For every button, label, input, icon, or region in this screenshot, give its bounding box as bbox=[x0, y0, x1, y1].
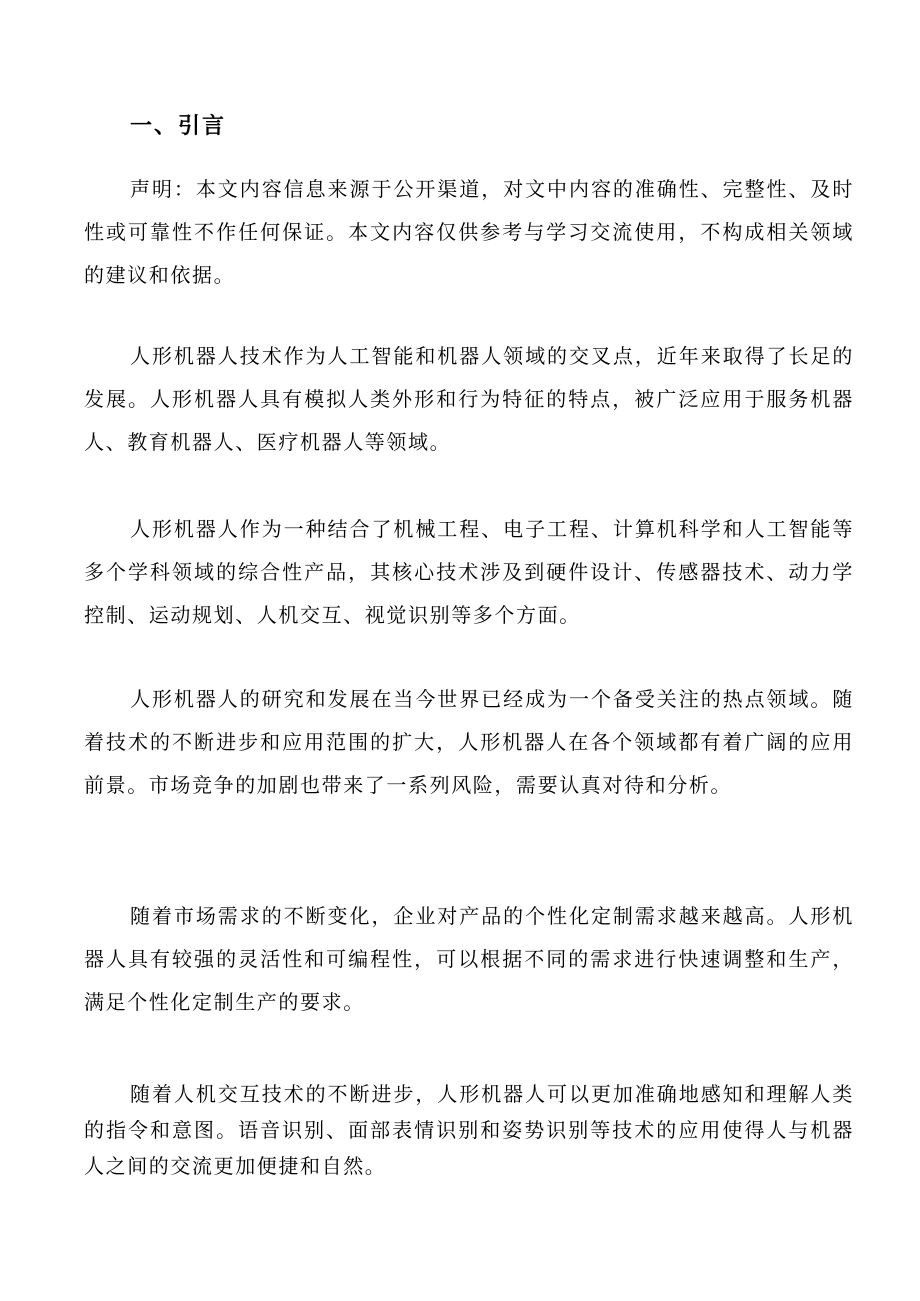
paragraph-core-tech: 人形机器人作为一种结合了机械工程、电子工程、计算机科学和人工智能等多个学科领域的综合性产品，其核心技术涉及到硬件设计、传感器技术、动力学控制、运动规划、人机交互、视觉识别等多个方面。 bbox=[84, 517, 854, 627]
paragraph-customization: 随着市场需求的不断变化，企业对产品的个性化定制需求越来越高。人形机器人具有较强的灵活性和可编程性，可以根据不同的需求进行快速调整和生产，满足个性化定制生产的要求。 bbox=[84, 904, 854, 1014]
paragraph-interaction: 随着人机交互技术的不断进步，人形机器人可以更加准确地感知和理解人类的指令和意图。语音识别、面部表情识别和姿势识别等技术的应用使得人与机器人之间的交流更加便捷和自然。 bbox=[84, 1082, 854, 1178]
paragraph-intro: 人形机器人技术作为人工智能和机器人领域的交叉点，近年来取得了长足的发展。人形机器人具有模拟人类外形和行为特征的特点，被广泛应用于服务机器人、教育机器人、医疗机器人等领域。 bbox=[84, 344, 854, 454]
paragraph-disclaimer: 声明：本文内容信息来源于公开渠道，对文中内容的准确性、完整性、及时性或可靠性不作任何保证。本文内容仅供参考与学习交流使用，不构成相关领域的建议和依据。 bbox=[84, 177, 854, 287]
section-heading: 一、引言 bbox=[130, 113, 227, 139]
paragraph-market: 人形机器人的研究和发展在当今世界已经成为一个备受关注的热点领域。随着技术的不断进步和应用范围的扩大，人形机器人在各个领域都有着广阔的应用前景。市场竞争的加剧也带来了一系列风险，需要认真对待和分析。 bbox=[84, 687, 854, 797]
